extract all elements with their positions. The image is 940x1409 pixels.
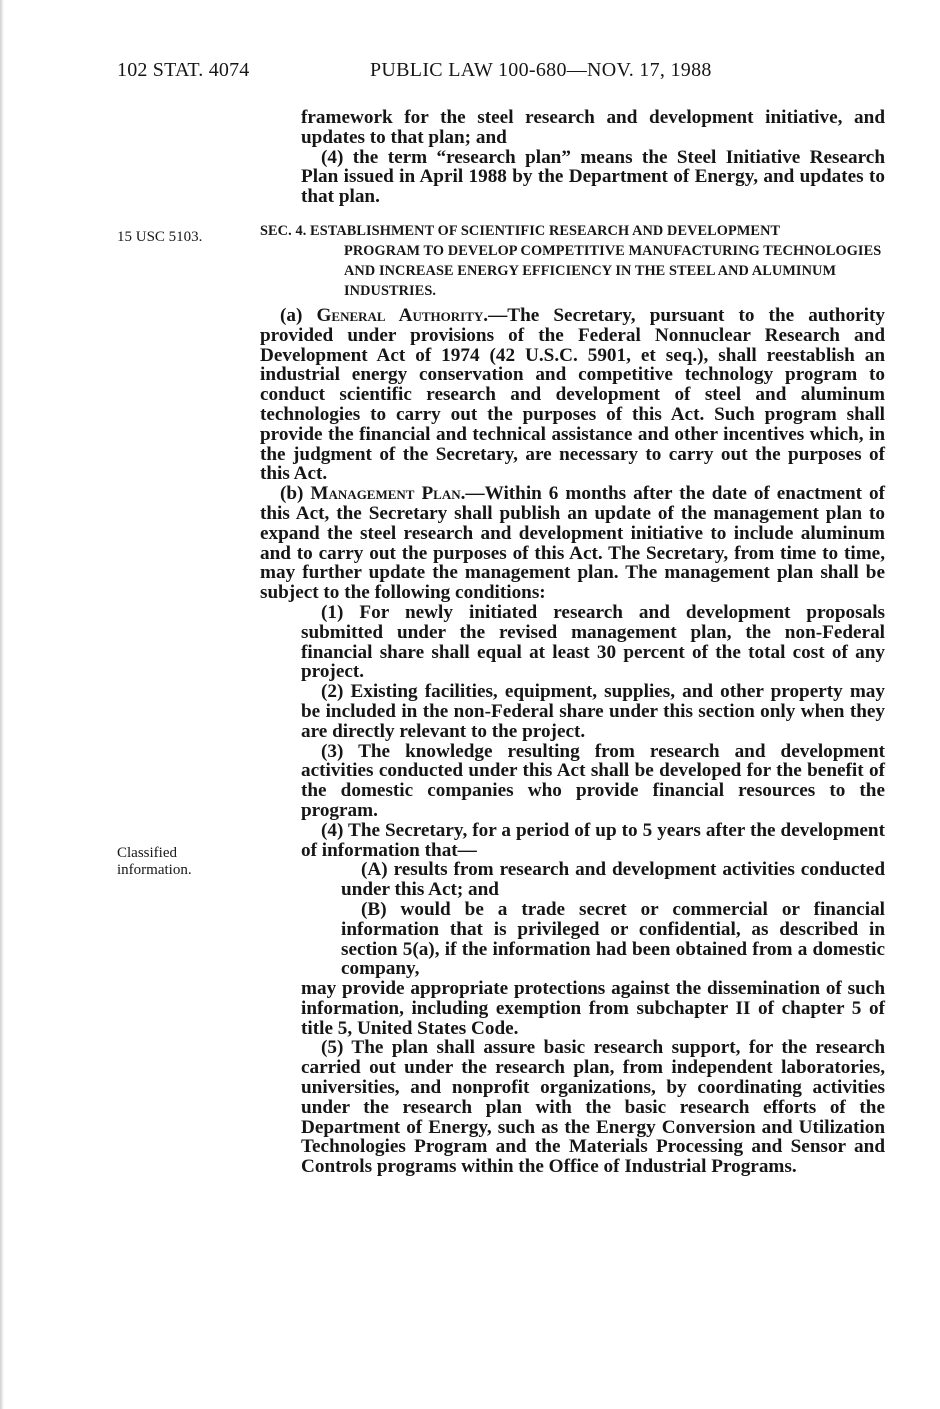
condition-4-B: (B) would be a trade secret or commercial or financial information that is privileged or confidential, as described in section 5(a), if the information had been obtained from a domestic company, (341, 898, 885, 980)
subsection-a-title: General Authority (316, 305, 484, 326)
margin-note-classified-line1: Classified (117, 845, 177, 861)
subsection-b-text: .—Within 6 months after the date of enactment of this Act, the Secretary shall publish an update of the management plan to expand the steel research and development initiative to include aluminum and to carry out the purposes of this Act. The Secretary, from time to time, may further update the management plan. The management plan shall be subject to the following conditions: (260, 483, 885, 604)
subsection-b (260, 484, 885, 603)
stat-page-number: 102 STAT. 4074 (117, 59, 250, 81)
section-heading-line1: SEC. 4. ESTABLISHMENT OF SCIENTIFIC RESEARCH AND DEVELOPMENT (260, 223, 781, 239)
section-heading-line2: PROGRAM TO DEVELOP COMPETITIVE MANUFACTURING TECHNOLOGIES AND INCREASE ENERGY EFFICIENCY IN THE STEEL AND ALUMINUM INDUSTRIES. (344, 243, 882, 299)
margin-note-usc: 15 USC 5103. (117, 229, 203, 245)
paragraph-4: (4) the term “research plan” means the Steel Initiative Research Plan issued in April 1988 by the Department of Energy, and updates to that plan. (301, 146, 885, 208)
paragraph-3-tail: framework for the steel research and development initiative, and updates to that plan; and (301, 107, 885, 148)
subsection-b-title: Management Plan (310, 483, 461, 505)
condition-2: (2) Existing facilities, equipment, supplies, and other property may be included in the non-Federal share under this section only when they are directly relevant to the project. (301, 681, 885, 742)
subsection-b-label: (b) (280, 483, 311, 505)
condition-5: (5) The plan shall assure basic research support, for the research carried out under the research plan, from independent laboratories, universities, and nonprofit organizations, by coordinating activities under the research plan with the basic research efforts of the Department of Energy, such as the Energy Conversion and Utilization Technologies Program and the Materials Processing and Sensor and Controls programs within the Office of Industrial Programs. (301, 1037, 885, 1178)
margin-note-classified (117, 845, 192, 879)
condition-4-tail: may provide appropriate protections against the dissemination of such information, including exemption from subchapter II of chapter 5 of title 5, United States Code. (301, 978, 885, 1039)
condition-4-A: (A) results from research and development activities conducted under this Act; and (341, 859, 885, 901)
section-4-heading (260, 221, 890, 301)
subsection-a-text: .—The Secretary, pursuant to the authority provided under provisions of the Federal Nonnuclear Research and Development Act of 1974 (42 U.S.C. 5901, et seq.), shall reestablish an industrial energy conservation and competitive technology program to conduct scientific research and development of steel and aluminum technologies to carry out the purposes of this Act. Such program shall provide the financial and technical assistance and other incentives which, in the judgment of the Secretary, are necessary to carry out the purposes of this Act. (260, 305, 885, 485)
subsection-a-label: (a) (280, 305, 317, 326)
condition-1: (1) For newly initiated research and development proposals submitted under the revised management plan, the non-Federal financial share shall equal at least 30 percent of the total cost of any project. (301, 601, 885, 683)
running-header: PUBLIC LAW 100-680—NOV. 17, 1988 (370, 59, 712, 81)
continuation-text (260, 108, 885, 207)
section-4-body (260, 306, 885, 1177)
condition-3: (3) The knowledge resulting from research and development activities conducted under this Act shall be developed for the benefit of the domestic companies who provide financial resources to the program. (301, 740, 885, 821)
margin-note-classified-line2: information. (117, 862, 192, 878)
subsection-a (260, 306, 885, 484)
scan-edge-shadow (0, 0, 4, 1409)
condition-4: (4) The Secretary, for a period of up to 5 years after the development of information that— (301, 819, 885, 861)
